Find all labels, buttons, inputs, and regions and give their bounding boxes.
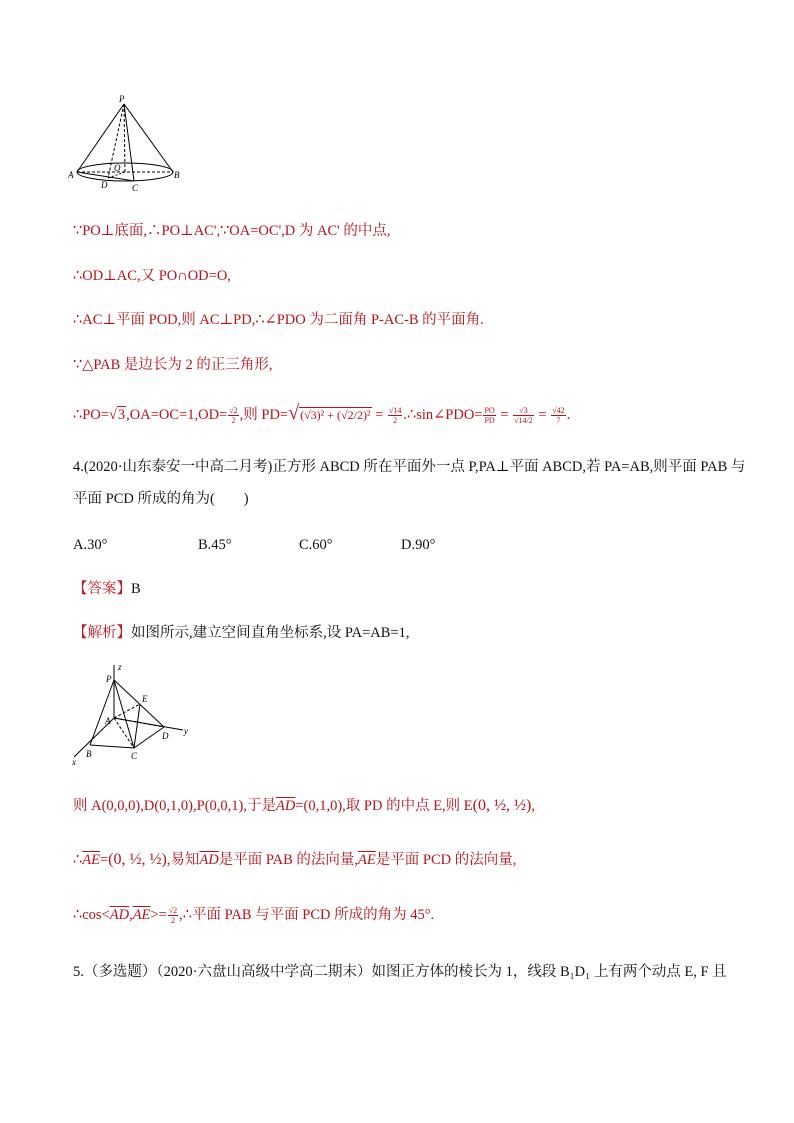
solution-line-5 [73,403,570,425]
pyramid-figure [68,660,198,770]
edge-AC [114,718,134,748]
numerator: √3 [513,406,534,416]
vector-AD: $\overline{AD}$ [199,852,219,868]
denominator: 2 [231,416,236,426]
option-b: B.45° [198,537,232,553]
sqrt-symbol: √ [108,407,117,423]
denominator: 2 [170,916,175,926]
label-B: B [174,170,180,180]
analysis-line [73,623,409,643]
text: ∴cos< [73,907,110,923]
text: = [99,852,109,868]
fraction-ratio [513,406,534,425]
answer-line [73,579,141,599]
solution-4-line-3 [73,905,434,925]
edge-PD [114,680,164,727]
option-d: D.90° [401,537,436,553]
text: 是平面 PAB 的法向量, [218,852,359,868]
label-A: A [68,170,74,180]
label-E: E [142,694,148,704]
solution-4-line-2 [73,850,516,870]
text: ,∴平面 PAB 与平面 PCD 所成的角为 45°. [179,907,435,923]
denominator: 2 [393,416,398,426]
text: . [566,407,571,423]
label-x: x [72,757,76,767]
cone-figure [68,92,183,200]
answer-label: 【答案】 [73,581,131,597]
coordinate-AE: (0, ½, ½) [108,851,167,868]
edge-BC [90,745,134,748]
label-O: O [114,163,121,173]
numerator: √14 [388,406,402,416]
fraction-result [551,406,565,425]
edge-PA [77,104,124,172]
text: .∴sin∠PDO= [403,407,483,423]
label-C: C [132,183,139,193]
option-a: A.30° [73,537,108,553]
edge-AE [114,704,140,718]
text: >= [150,907,167,923]
text: = [534,407,551,423]
label-y: y [184,726,188,736]
numerator: √2 [229,406,238,416]
fraction-PO-PD [483,406,495,425]
solution-line-2: ∴OD⊥AC,又 PO∩OD=O, [73,268,231,284]
question-4-stem-2: 平面 PCD 所成的角为( ) [73,491,249,507]
denominator: 7 [556,416,561,426]
text: , [129,907,133,923]
question-5-stem: 5.（多选题）（2020·六盘山高级中学高二期末）如图正方体的棱长为 1，线段 B₁D₁ 上有两个动点 E, F 且 [73,964,727,980]
vector-AE: $\overline{AE}$ [358,852,376,868]
fraction-PD [388,406,402,425]
text: =(0,1,0),取 PD 的中点 E,则 E [295,798,473,814]
label-D: D [162,731,169,741]
text: 则 A(0,0,0),D(0,1,0),P(0,0,1),于是 [73,798,276,814]
label-C: C [131,751,138,761]
text: 是平面 PCD 的法向量, [375,852,517,868]
vector-AD: $\overline{AD}$ [275,798,296,814]
text: ,OA=OC=1,OD= [126,407,228,423]
question-4-stem-1: 4.(2020·山东泰安一中高二月考)正方形 ABCD 所在平面外一点 P,PA⊥平面 ABCD,若 PA=AB,则平面 PAB 与 [73,459,746,475]
text: ∴PO= [73,407,109,423]
analysis-text: 如图所示,建立空间直角坐标系,设 PA=AB=1, [131,625,410,641]
fraction-cos [168,906,178,925]
sqrt-symbol: √ [288,402,300,424]
denominator: PD [484,416,495,426]
fraction-OD [228,406,238,425]
denominator: √14/2 [514,416,533,426]
vector-AD: $\overline{AD}$ [109,907,130,923]
text: , [531,798,535,814]
numerator: √2 [168,906,178,916]
label-B: B [86,749,92,759]
text: ,则 PD= [239,407,289,423]
edge-PC [114,680,134,748]
edge-EC [134,704,140,748]
numerator: PO [484,406,495,416]
text: ,易知 [166,852,200,868]
label-P: P [106,674,112,684]
coordinate-E: (0, ½, ½) [472,797,532,814]
answer-value: B [131,581,141,597]
option-c: C.60° [299,537,333,553]
solution-line-4: ∵△PAB 是边长为 2 的正三角形, [73,357,273,373]
solution-line-1: ∵PO⊥底面,∴PO⊥AC',∵OA=OC',D 为 AC' 的中点, [73,223,391,239]
edge-PB [90,680,114,745]
numerator: √42 [552,406,565,416]
pd-radicand: (√3)² + (√2/2)² [300,408,371,422]
solution-4-line-1 [73,796,535,816]
edge-CD [134,727,164,748]
label-z: z [118,662,122,672]
analysis-label: 【解析】 [73,625,131,641]
text: ∴ [73,852,83,868]
text: = [371,407,387,423]
label-A: A [105,716,111,726]
text: = [496,407,513,423]
vector-AE: $\overline{AE}$ [82,852,100,868]
sqrt-3: 3 [117,407,126,423]
label-P: P [119,94,125,104]
label-D: D [101,180,108,190]
solution-line-3: ∴AC⊥平面 POD,则 AC⊥PD,∴∠PDO 为二面角 P-AC-B 的平面角. [73,312,484,328]
vector-AE: $\overline{AE}$ [132,907,151,923]
